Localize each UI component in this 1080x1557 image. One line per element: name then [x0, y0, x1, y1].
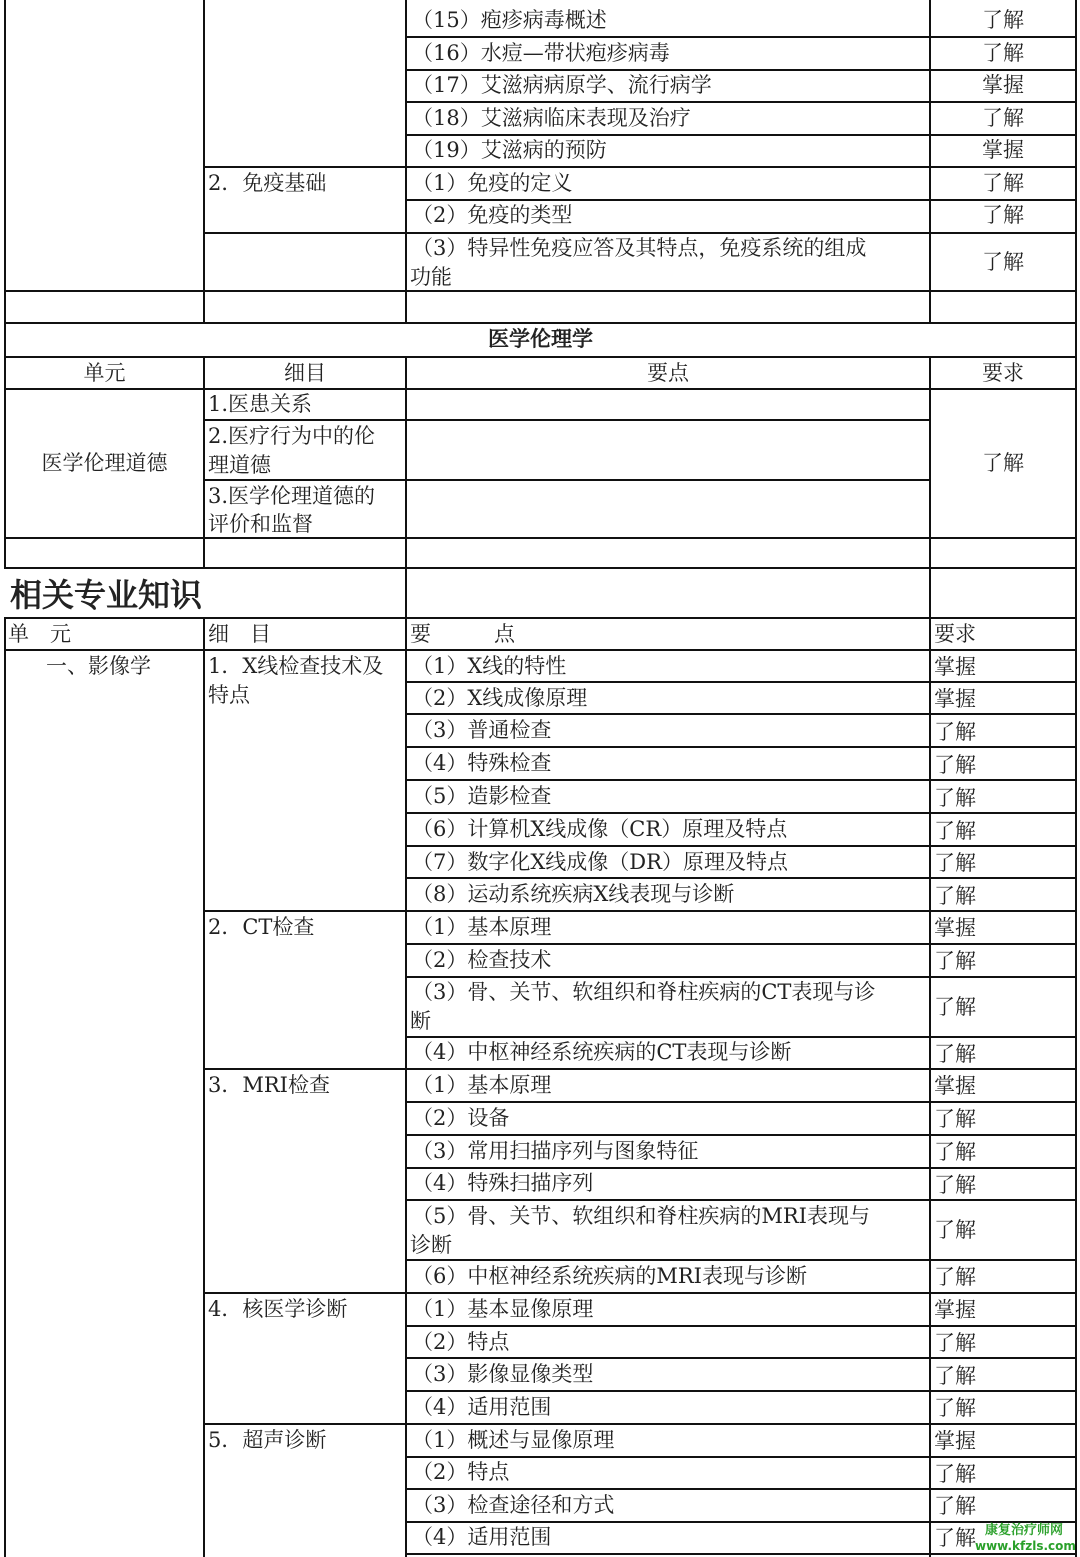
req-text: 了解 [934, 1396, 976, 1420]
point-text: 断 [410, 1009, 431, 1033]
point-text: （1）基本显像原理 [412, 1297, 594, 1321]
req-text: 了解 [934, 1265, 976, 1289]
point-text: （19）艾滋病的预防 [412, 138, 607, 162]
detail-text: 1.医患关系 [208, 392, 313, 416]
detail-text: 2．免疫基础 [208, 171, 327, 195]
req-text: 了解 [934, 1526, 976, 1550]
detail-text: 5．超声诊断 [208, 1428, 327, 1452]
point-text: （15）疱疹病毒概述 [412, 8, 607, 32]
point-text: （3）骨、关节、软组织和脊柱疾病的CT表现与诊 [412, 980, 876, 1004]
detail-text: 特点 [208, 683, 250, 707]
req-text: 了解 [982, 451, 1024, 475]
detail-text: 4．核医学诊断 [208, 1297, 348, 1321]
point-text: （6）计算机X线成像（CR）原理及特点 [412, 817, 788, 841]
req-text: 掌握 [982, 138, 1024, 162]
req-text: 了解 [934, 1173, 976, 1197]
point-text: （1）免疫的定义 [412, 171, 573, 195]
req-text: 了解 [934, 1494, 976, 1518]
hline [203, 1423, 1077, 1425]
header-point: 要点 [647, 361, 689, 385]
ethics-unit: 医学伦理道德 [41, 451, 168, 475]
req-text: 了解 [934, 995, 976, 1019]
point-text: （18）艾滋病临床表现及治疗 [412, 106, 691, 130]
point-text: （16）水痘—带状疱疹病毒 [412, 41, 670, 65]
watermark-title: 康复治疗师网 [985, 1523, 1064, 1538]
point-text: （1）X线的特性 [412, 654, 567, 678]
hline [4, 388, 1077, 390]
req-text: 了解 [934, 1140, 976, 1164]
req-text: 掌握 [934, 687, 976, 711]
req-text: 掌握 [934, 655, 976, 679]
req-text: 了解 [934, 1331, 976, 1355]
hline [4, 290, 1077, 292]
req-text: 掌握 [934, 916, 976, 940]
header-detail: 细 目 [208, 622, 271, 646]
point-text: （2）免疫的类型 [412, 203, 573, 227]
detail-text: 3.医学伦理道德的 [208, 484, 376, 508]
vline-1 [203, 0, 205, 322]
header-req: 要求 [982, 361, 1024, 385]
point-text: （4）特殊检查 [412, 751, 552, 775]
header-point: 要 点 [410, 622, 515, 646]
req-text: 了解 [934, 949, 976, 973]
req-text: 掌握 [982, 73, 1024, 97]
detail-text: 2．CT检查 [208, 915, 315, 939]
req-text: 了解 [934, 884, 976, 908]
point-text: （1）基本原理 [412, 1073, 552, 1097]
hline [405, 1553, 1077, 1555]
point-text: （17）艾滋病病原学、流行病学 [412, 73, 712, 97]
hline [4, 537, 1077, 539]
vline-2 [405, 0, 407, 322]
point-text: （2）设备 [412, 1106, 510, 1130]
req-text: 了解 [934, 1462, 976, 1486]
hline [4, 617, 1077, 619]
point-text: 诊断 [410, 1233, 452, 1257]
header-req: 要求 [934, 622, 976, 646]
point-text: （4）中枢神经系统疾病的CT表现与诊断 [412, 1040, 792, 1064]
point-text: （4）适用范围 [412, 1395, 552, 1419]
point-text: （1）基本原理 [412, 915, 552, 939]
point-text: （5）骨、关节、软组织和脊柱疾病的MRI表现与 [412, 1204, 870, 1228]
related-title: 相关专业知识 [10, 576, 203, 614]
point-text: 功能 [410, 265, 452, 289]
ethics-title: 医学伦理学 [488, 327, 593, 351]
header-unit: 单元 [83, 361, 126, 385]
point-text: （2）X线成像原理 [412, 686, 588, 710]
point-text: （3）检查途径和方式 [412, 1493, 615, 1517]
req-text: 了解 [982, 171, 1024, 195]
point-text: （3）影像显像类型 [412, 1362, 594, 1386]
detail-text: 3．MRI检查 [208, 1073, 330, 1097]
point-text: （7）数字化X线成像（DR）原理及特点 [412, 850, 788, 874]
vline-1c [203, 617, 205, 1557]
watermark-url: www.kfzls.com [975, 1539, 1076, 1553]
point-text: （2）特点 [412, 1330, 510, 1354]
header-unit: 单 元 [8, 622, 71, 646]
req-text: 了解 [934, 1364, 976, 1388]
point-text: （3）特异性免疫应答及其特点，免疫系统的组成 [412, 236, 867, 260]
vline-left [4, 0, 6, 567]
req-text: 掌握 [934, 1074, 976, 1098]
req-text: 了解 [934, 753, 976, 777]
req-text: 了解 [934, 1218, 976, 1242]
point-text: （8）运动系统疾病X线表现与诊断 [412, 882, 735, 906]
req-text: 了解 [934, 720, 976, 744]
point-text: （3）常用扫描序列与图象特征 [412, 1139, 699, 1163]
req-text: 了解 [934, 819, 976, 843]
req-text: 了解 [982, 250, 1024, 274]
point-text: （3）普通检查 [412, 718, 552, 742]
req-text: 了解 [982, 41, 1024, 65]
header-detail: 细目 [284, 361, 326, 385]
related-unit: 一、影像学 [46, 654, 151, 678]
point-text: （2）特点 [412, 1460, 510, 1484]
vline-left-lower [4, 617, 6, 1557]
req-text: 了解 [934, 1042, 976, 1066]
point-text: （5）造影检查 [412, 784, 552, 808]
req-text: 了解 [934, 786, 976, 810]
hline [4, 567, 1077, 569]
point-text: （6）中枢神经系统疾病的MRI表现与诊断 [412, 1264, 807, 1288]
detail-text: 评价和监督 [208, 512, 313, 536]
req-text: 掌握 [934, 1429, 976, 1453]
detail-text: 2.医疗行为中的伦 [208, 424, 376, 448]
point-text: （1）概述与显像原理 [412, 1428, 615, 1452]
req-text: 了解 [982, 8, 1024, 32]
point-text: （2）检查技术 [412, 948, 552, 972]
detail-text: 理道德 [208, 453, 271, 477]
req-text: 了解 [934, 1107, 976, 1131]
req-text: 了解 [982, 203, 1024, 227]
point-text: （4）适用范围 [412, 1525, 552, 1549]
point-text: （4）特殊扫描序列 [412, 1171, 594, 1195]
req-text: 了解 [982, 106, 1024, 130]
req-text: 了解 [934, 851, 976, 875]
detail-text: 1．X线检查技术及 [208, 654, 384, 678]
req-text: 掌握 [934, 1298, 976, 1322]
